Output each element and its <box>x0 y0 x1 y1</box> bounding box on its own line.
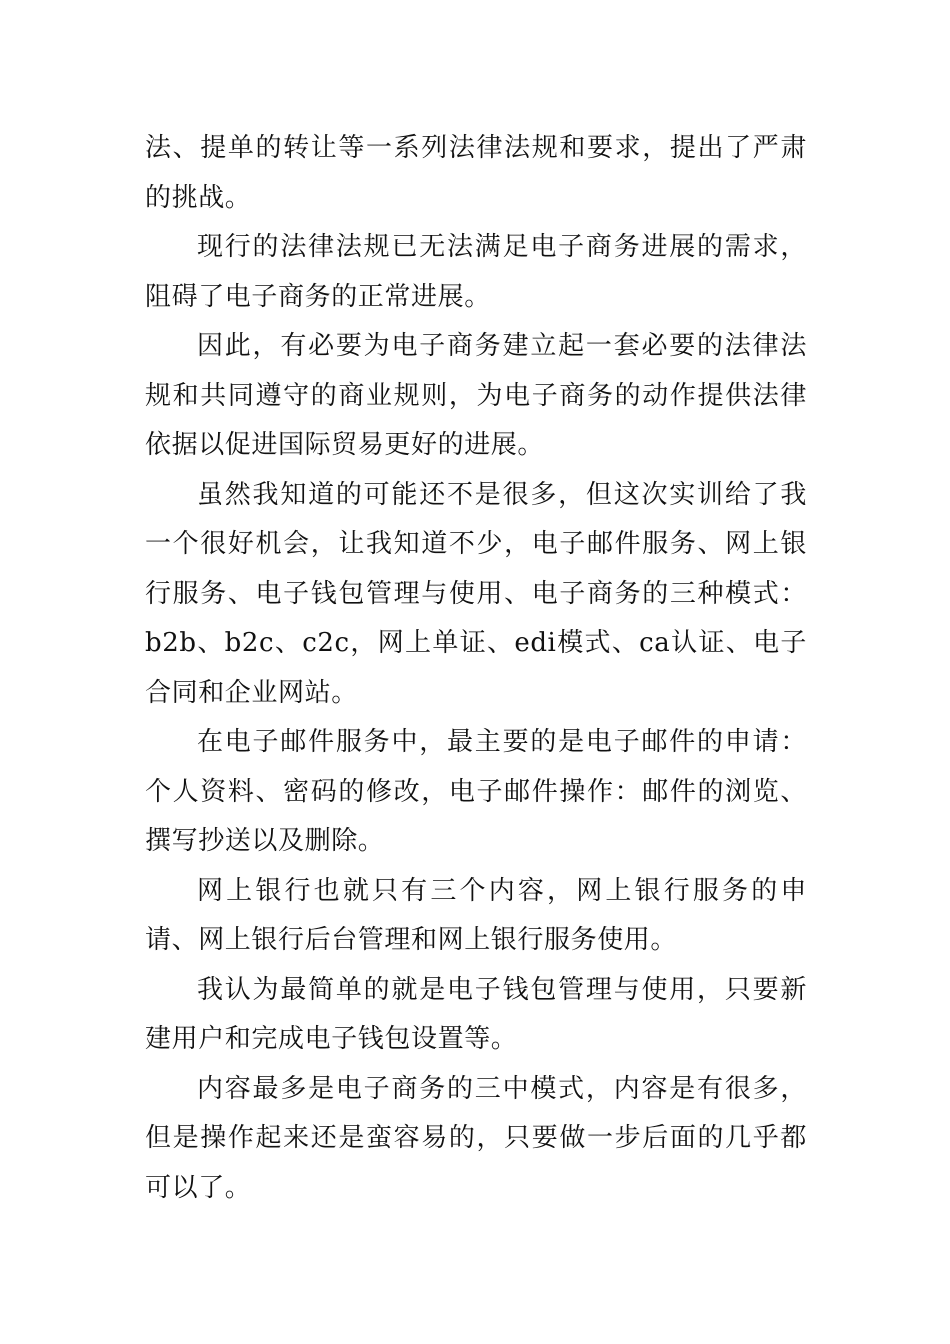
paragraph-8: 内容最多是电子商务的三中模式，内容是有很多，但是操作起来还是蛮容易的，只要做一步后面的几乎都可以了。 <box>145 1073 807 1203</box>
document-body <box>145 124 807 1213</box>
paragraph-1: 法、提单的转让等一系列法律法规和要求，提出了严肃的挑战。 <box>145 133 807 213</box>
paragraph-2: 现行的法律法规已无法满足电子商务进展的需求，阻碍了电子商务的正常进展。 <box>145 232 807 312</box>
paragraph-6: 网上银行也就只有三个内容，网上银行服务的申请、网上银行后台管理和网上银行服务使用。 <box>145 875 807 955</box>
paragraph-3: 因此，有必要为电子商务建立起一套必要的法律法规和共同遵守的商业规则，为电子商务的动作提供法律依据以促进国际贸易更好的进展。 <box>145 331 807 460</box>
paragraph-4: 虽然我知道的可能还不是很多，但这次实训给了我一个很好机会，让我知道不少，电子邮件服务、网上银行服务、电子钱包管理与使用、电子商务的三种模式：b2b、b2c、c2c，网上单证、edi模式、ca认证、电子合同和企业网站。 <box>145 479 807 708</box>
paragraph-5: 在电子邮件服务中，最主要的是电子邮件的申请：个人资料、密码的修改，电子邮件操作：邮件的浏览、撰写抄送以及删除。 <box>145 727 807 856</box>
paragraph-7: 我认为最简单的就是电子钱包管理与使用，只要新建用户和完成电子钱包设置等。 <box>145 974 807 1054</box>
